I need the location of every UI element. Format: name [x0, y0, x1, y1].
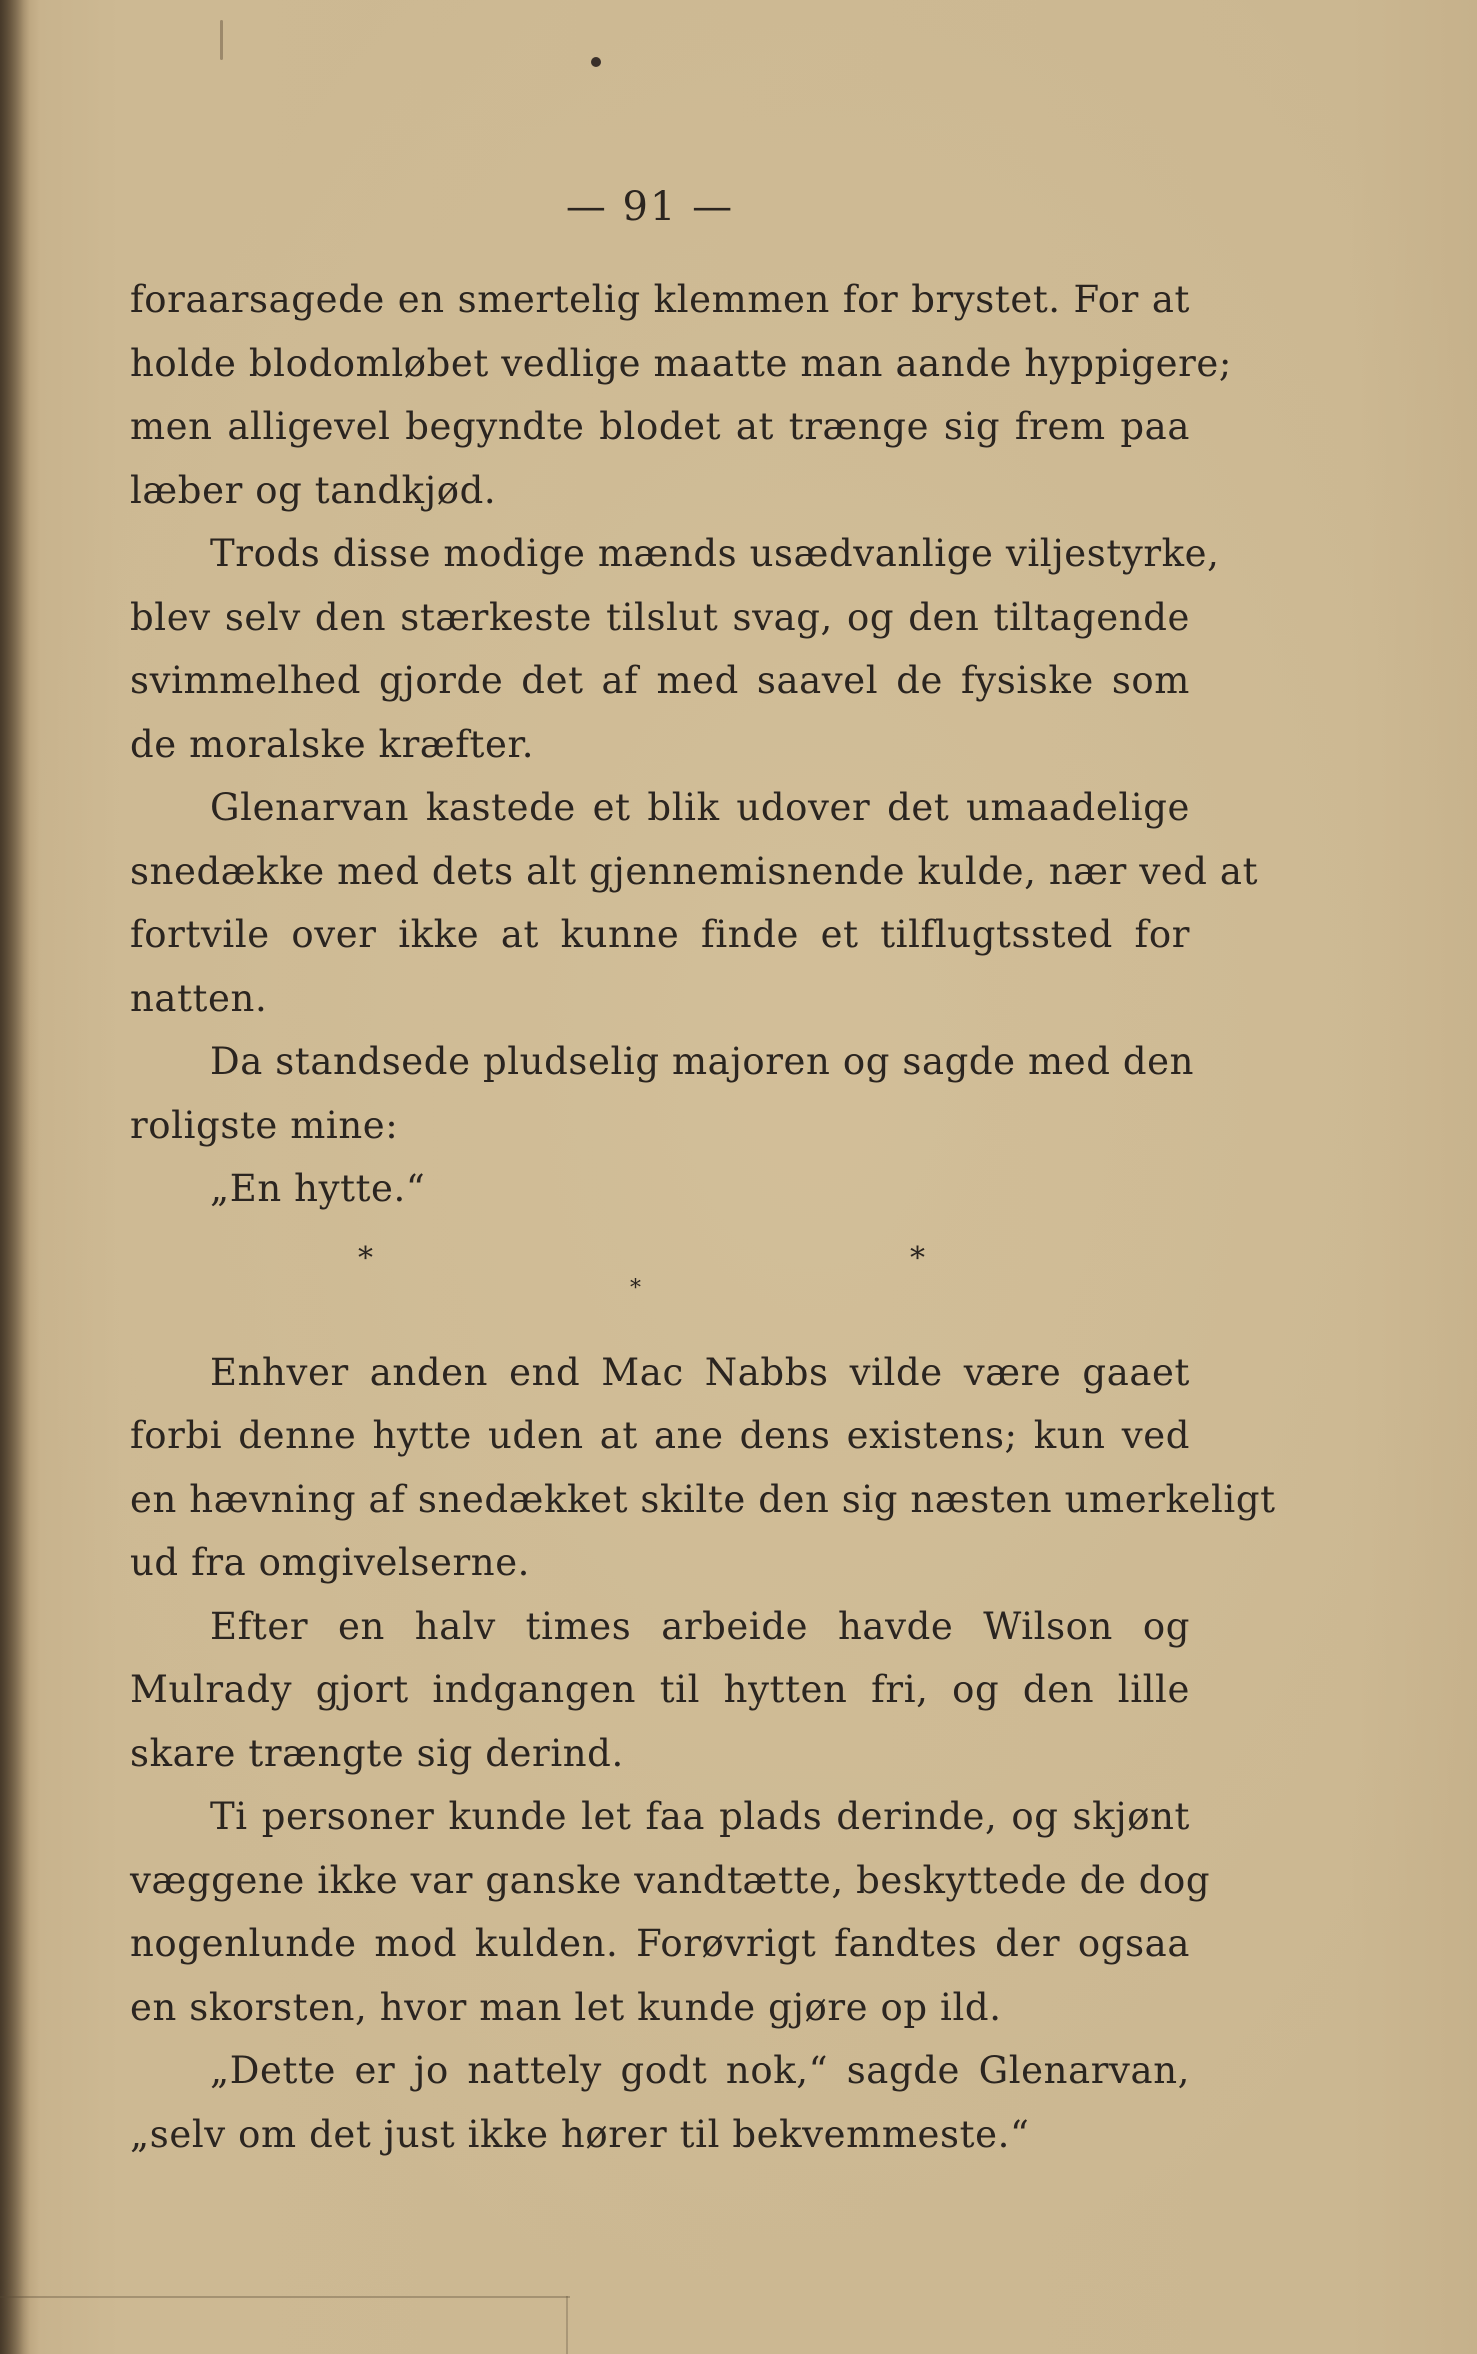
text-line: Da standsede pludselig majoren og sagde med den	[210, 1040, 1195, 1083]
text-line: Glenarvan kastede et blik udover det umaadelige	[210, 786, 1190, 829]
separator-star: *	[358, 1240, 374, 1276]
separator-star: *	[630, 1275, 642, 1301]
text-line: Enhver anden end Mac Nabbs vilde være gaaet	[210, 1350, 1190, 1394]
text-line: roligste mine:	[130, 1103, 399, 1147]
text-line: men alligevel begyndte blodet at trænge sig frem paa	[130, 405, 1190, 448]
text-line: Trods disse modige mænds usædvanlige viljestyrke,	[210, 532, 1220, 575]
text-line: „selv om det just ikke hører til bekvemmeste.“	[130, 2112, 1030, 2156]
text-line: forbi denne hytte uden at ane dens existens; kun ved	[130, 1414, 1190, 1457]
text-line: skare trængte sig derind.	[130, 1731, 624, 1775]
page-number: — 91 —	[565, 184, 735, 230]
text-line: fortvile over ikke at kunne finde et tilflugtssted for	[130, 913, 1190, 956]
text-line: væggene ikke var ganske vandtætte, beskyttede de dog	[130, 1858, 1211, 1902]
text-line: Ti personer kunde let faa plads derinde, og skjønt	[210, 1795, 1190, 1838]
ink-speck	[591, 57, 601, 67]
page-edge-line	[0, 2296, 570, 2298]
text-line: ud fra omgivelserne.	[130, 1541, 531, 1584]
text-line: natten.	[130, 976, 268, 1020]
body-text	[130, 268, 1276, 2166]
text-line: nogenlunde mod kulden. Forøvrigt fandtes der ogsaa	[130, 1922, 1190, 1965]
section-separator	[130, 1221, 1190, 1341]
text-line: blev selv den stærkeste tilslut svag, og den tiltagende	[130, 595, 1190, 639]
ink-speck	[220, 20, 223, 60]
separator-star: *	[910, 1240, 926, 1276]
text-line: snedække med dets alt gjennemisnende kulde, nær ved at	[130, 849, 1259, 893]
text-line: en skorsten, hvor man let kunde gjøre op ild.	[130, 1985, 1002, 2029]
binding-shadow	[0, 0, 30, 2354]
text-line: Mulrady gjort indgangen til hytten fri, og den lille	[130, 1668, 1190, 1711]
text-line: holde blodomløbet vedlige maatte man aande hyppigere;	[130, 341, 1232, 385]
text-line: „En hytte.“	[210, 1167, 426, 1210]
text-line: læber og tandkjød.	[130, 468, 497, 512]
text-line: „Dette er jo nattely godt nok,“ sagde Glenarvan,	[210, 2049, 1190, 2092]
text-line: foraarsagede en smertelig klemmen for brystet. For at	[130, 278, 1190, 321]
page-edge-line-vertical	[566, 2296, 568, 2354]
text-line: en hævning af snedækket skilte den sig næsten umerkeligt	[130, 1477, 1276, 1521]
text-line: de moralske kræfter.	[130, 722, 535, 766]
text-line: Efter en halv times arbeide havde Wilson og	[210, 1604, 1190, 1648]
text-line: svimmelhed gjorde det af med saavel de fysiske som	[130, 659, 1190, 702]
